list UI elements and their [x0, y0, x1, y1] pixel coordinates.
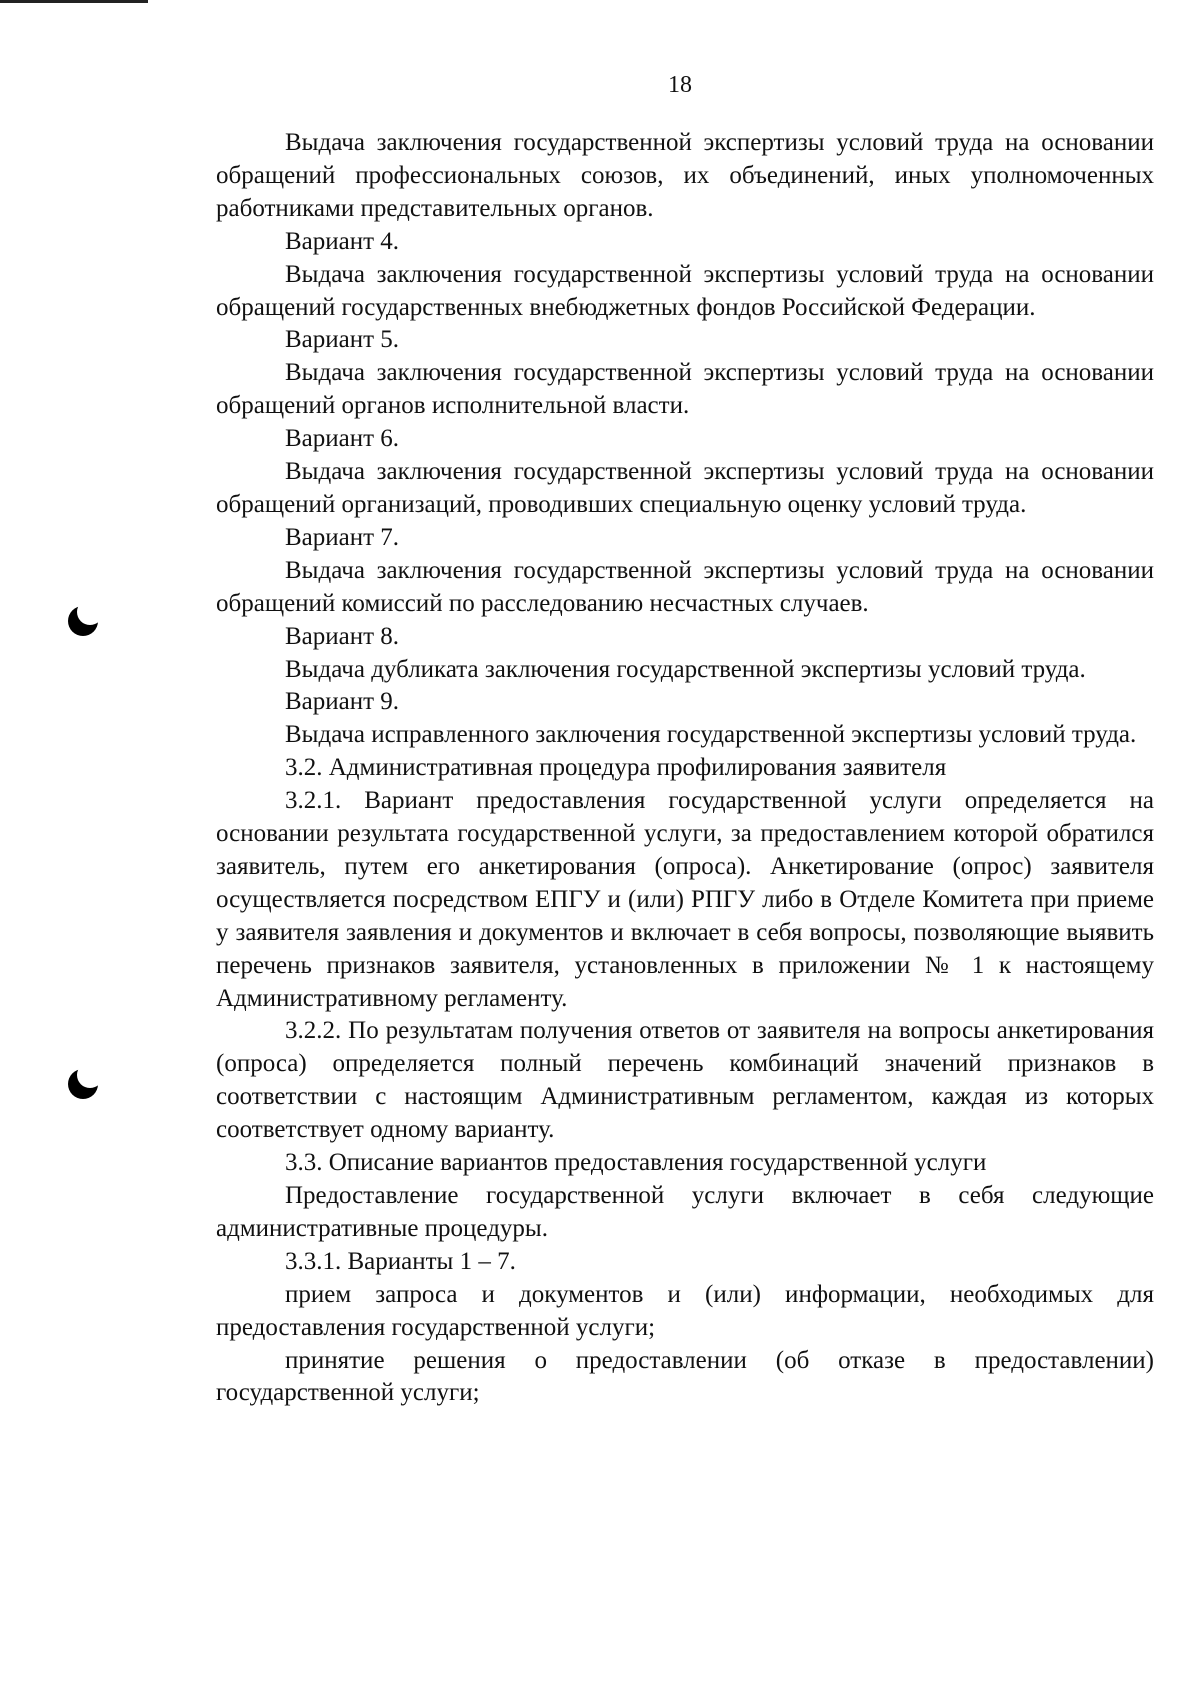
paragraph: 3.2.1. Вариант предоставления государственной услуги определяется на основании результата государственной услуги, за предоставлением которой обратился заявитель, путем его анкетирования (опроса). Анкетирование (опрос) заявителя осуществляется посредством ЕПГУ и (или) РПГУ либо в Отделе Комитета при приеме у заявителя заявления и документов и включает в себя вопросы, позволяющие выявить перечень признаков заявителя, установленных в приложении № 1 к настоящему Административному регламенту.: [216, 787, 1154, 1012]
variant-heading: Вариант 6.: [285, 425, 400, 453]
paragraph: Выдача заключения государственной экспертизы условий труда на основании обращений органов исполнительной власти.: [216, 359, 1154, 420]
variant-heading: Вариант 9.: [285, 688, 400, 716]
variant-heading: Вариант 5.: [285, 326, 400, 354]
paragraph: Выдача заключения государственной экспертизы условий труда на основании обращений комиссий по расследованию несчастных случаев.: [216, 556, 1154, 617]
variant-heading: Вариант 4.: [285, 227, 400, 255]
variant-heading: Вариант 8.: [285, 622, 400, 650]
variant-heading: Вариант 7.: [285, 523, 400, 551]
binder-hole-mark: [68, 1069, 98, 1099]
paragraph: Выдача заключения государственной экспертизы условий труда на основании обращений профессиональных союзов, их объединений, иных уполномоченных работниками представительных органов.: [216, 129, 1154, 222]
page-number: 18: [668, 72, 692, 98]
paragraph: Выдача дубликата заключения государственной экспертизы условий труда.: [285, 655, 1086, 683]
paragraph: Предоставление государственной услуги включает в себя следующие административные процедуры.: [216, 1182, 1154, 1242]
section-heading: 3.3. Описание вариантов предоставления государственной услуги: [285, 1149, 987, 1177]
paragraph: принятие решения о предоставлении (об отказе в предоставлении) государственной услуги;: [216, 1346, 1154, 1407]
paragraph: Выдача заключения государственной экспертизы условий труда на основании обращений организаций, проводивших специальную оценку условий труда.: [216, 458, 1154, 518]
paragraph: Выдача исправленного заключения государственной экспертизы условий труда.: [285, 721, 1137, 749]
section-heading: 3.2. Административная процедура профилирования заявителя: [285, 754, 947, 782]
top-rule: [0, 0, 148, 3]
paragraph: прием запроса и документов и (или) информации, необходимых для предоставления государственной услуги;: [216, 1280, 1154, 1341]
subsection-heading: 3.3.1. Варианты 1 – 7.: [285, 1247, 516, 1275]
document-body: [216, 127, 1154, 1410]
paragraph: 3.2.2. По результатам получения ответов от заявителя на вопросы анкетирования (опроса) определяется полный перечень комбинаций значений признаков в соответствии с настоящим Административным регламентом, каждая из которых соответствует одному варианту.: [216, 1017, 1154, 1144]
binder-hole-mark: [68, 606, 98, 636]
paragraph: Выдача заключения государственной экспертизы условий труда на основании обращений государственных внебюджетных фондов Российской Федерации.: [216, 260, 1154, 321]
